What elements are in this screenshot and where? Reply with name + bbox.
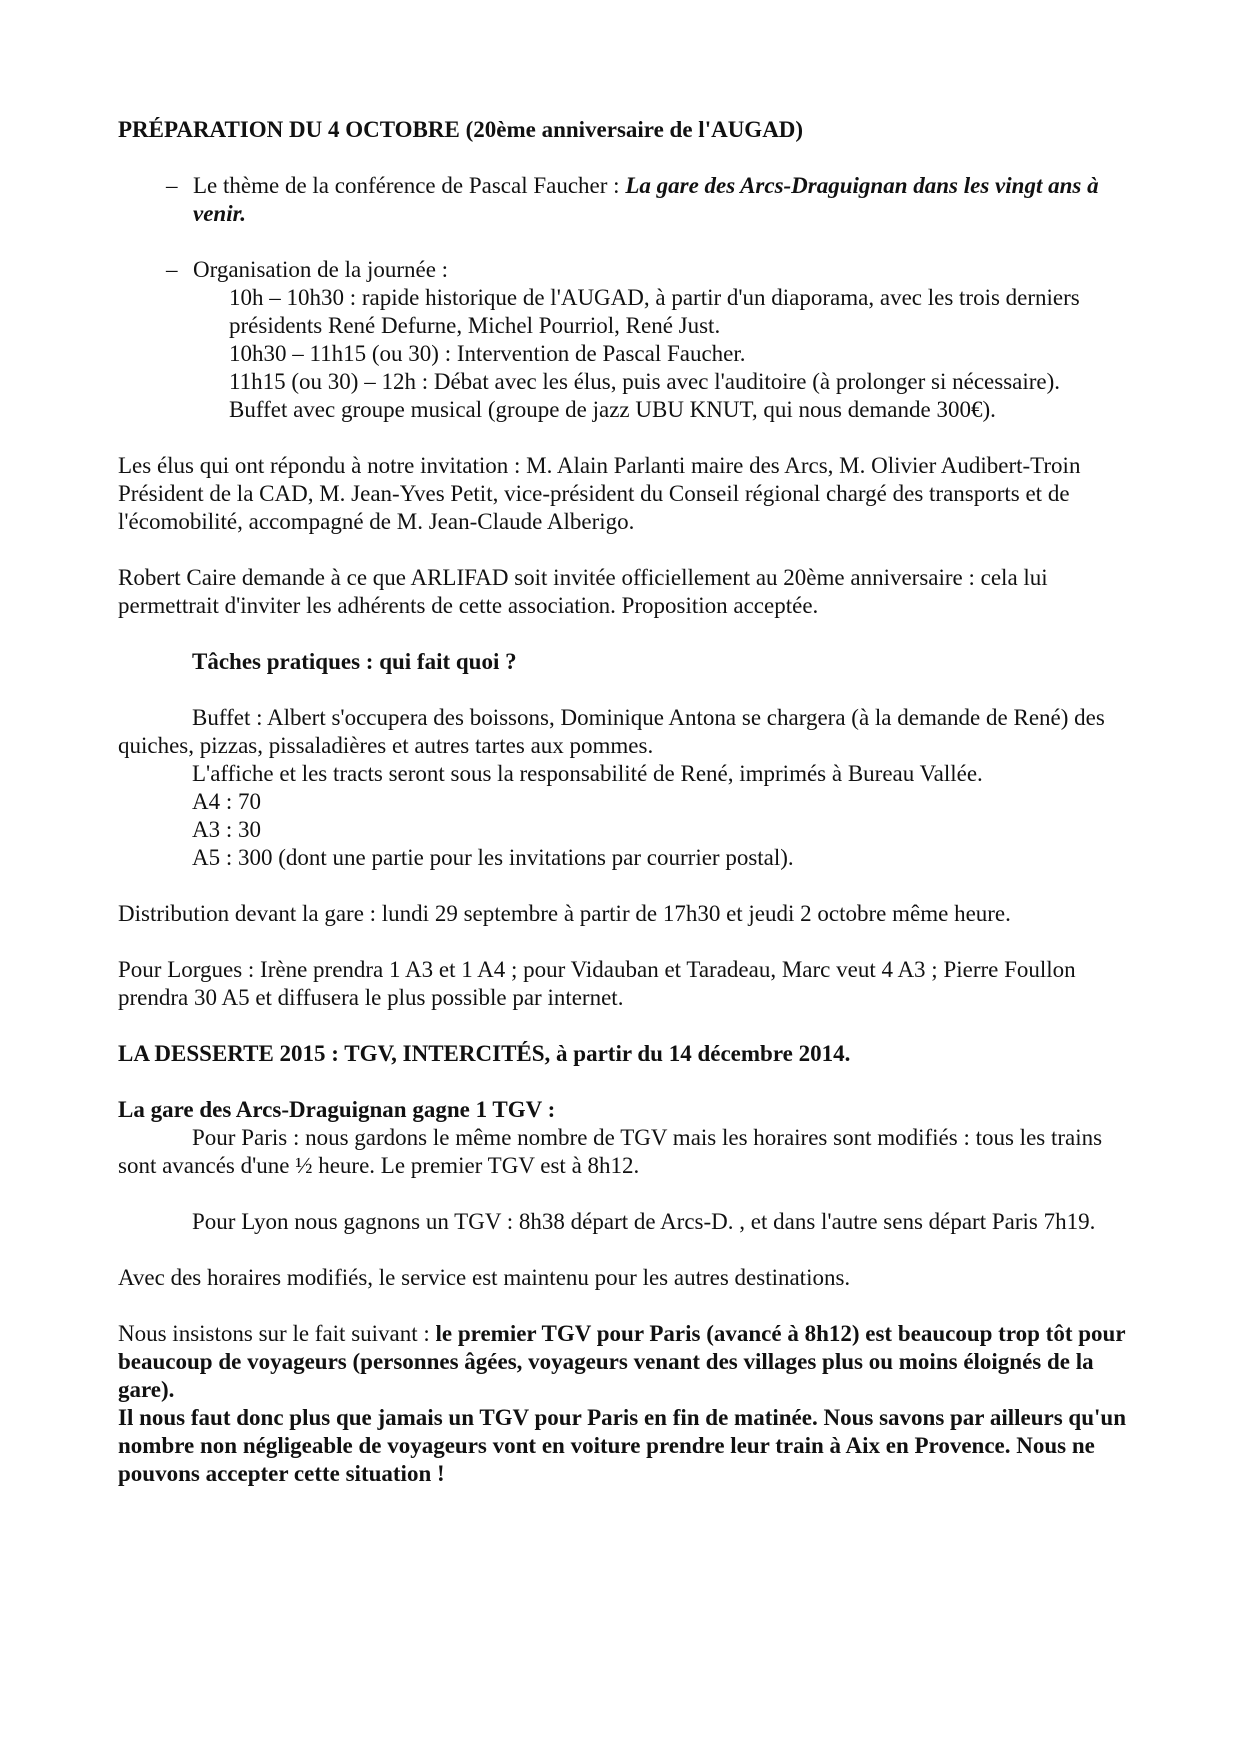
organisation-lead: Organisation de la journée : xyxy=(193,257,449,282)
section-title-desserte: LA DESSERTE 2015 : TGV, INTERCITÉS, à partir du 14 décembre 2014. xyxy=(118,1041,851,1066)
list-item-organisation xyxy=(118,256,1128,424)
buffet-paragraph: Buffet : Albert s'occupera des boissons, Dominique Antona se chargera (à la demande de René) des quiches, pizzas, pissaladières et autres tartes aux pommes. xyxy=(118,705,1105,758)
schedule-line: 10h30 – 11h15 (ou 30) : Intervention de Pascal Faucher. xyxy=(229,341,746,366)
print-count-a4: A4 : 70 xyxy=(192,789,261,814)
taches-heading: Tâches pratiques : qui fait quoi ? xyxy=(192,649,517,674)
insist-lead: Nous insistons sur le fait suivant : xyxy=(118,1321,436,1346)
insist-paragraph xyxy=(118,1320,1128,1404)
schedule xyxy=(193,284,1128,424)
list-item-theme xyxy=(118,172,1128,228)
dash-bullet-icon: – xyxy=(166,173,178,198)
lyon-paragraph: Pour Lyon nous gagnons un TGV : 8h38 départ de Arcs-D. , et dans l'autre sens départ Paris 7h19. xyxy=(192,1209,1096,1234)
section-title-preparation: PRÉPARATION DU 4 OCTOBRE (20ème anniversaire de l'AUGAD) xyxy=(118,117,804,142)
agenda-list xyxy=(118,172,1128,424)
dash-bullet-icon: – xyxy=(166,257,178,282)
insist-bold: le premier TGV pour Paris (avancé à 8h12) est beaucoup trop tôt pour beaucoup de voyageurs (personnes âgées, voyageurs venant des villages plus ou moins éloignés de la gare). xyxy=(118,1321,1126,1402)
service-paragraph: Avec des horaires modifiés, le service est maintenu pour les autres destinations. xyxy=(118,1265,851,1290)
theme-title: La gare des Arcs-Draguignan dans les vingt ans à venir. xyxy=(193,173,1099,226)
conclusion-paragraph: Il nous faut donc plus que jamais un TGV pour Paris en fin de matinée. Nous savons par ailleurs qu'un nombre non négligeable de voyageurs vont en voiture prendre leur train à Aix en Provence. Nous ne pouvons accepter cette situation ! xyxy=(118,1405,1126,1486)
schedule-line: Buffet avec groupe musical (groupe de jazz UBU KNUT, qui nous demande 300€). xyxy=(229,397,996,422)
gain-heading: La gare des Arcs-Draguignan gagne 1 TGV : xyxy=(118,1097,556,1122)
theme-text xyxy=(193,172,1128,228)
caire-paragraph: Robert Caire demande à ce que ARLIFAD soit invitée officiellement au 20ème anniversaire : cela lui permettrait d'inviter les adhérents de cette association. Proposition acceptée. xyxy=(118,565,1048,618)
print-count-a5: A5 : 300 (dont une partie pour les invitations par courrier postal). xyxy=(192,845,794,870)
lorgues-paragraph: Pour Lorgues : Irène prendra 1 A3 et 1 A4 ; pour Vidauban et Taradeau, Marc veut 4 A3 ; Pierre Foullon prendra 30 A5 et diffusera le plus possible par internet. xyxy=(118,957,1076,1010)
print-count-a3: A3 : 30 xyxy=(192,817,261,842)
paris-paragraph: Pour Paris : nous gardons le même nombre de TGV mais les horaires sont modifiés : tous les trains sont avancés d'une ½ heure. Le premier TGV est à 8h12. xyxy=(118,1125,1103,1178)
document-body xyxy=(118,116,1128,1488)
distribution-paragraph: Distribution devant la gare : lundi 29 septembre à partir de 17h30 et jeudi 2 octobre même heure. xyxy=(118,901,1011,926)
affiche-line: L'affiche et les tracts seront sous la responsabilité de René, imprimés à Bureau Vallée. xyxy=(192,761,983,786)
schedule-line: 10h – 10h30 : rapide historique de l'AUGAD, à partir d'un diaporama, avec les trois derniers présidents René Defurne, Michel Pourriol, René Just. xyxy=(229,285,1080,338)
theme-lead: Le thème de la conférence de Pascal Faucher : xyxy=(193,173,626,198)
schedule-line: 11h15 (ou 30) – 12h : Débat avec les élus, puis avec l'auditoire (à prolonger si nécessaire). xyxy=(229,369,1061,394)
elus-paragraph: Les élus qui ont répondu à notre invitation : M. Alain Parlanti maire des Arcs, M. Olivier Audibert-Troin Président de la CAD, M. Jean-Yves Petit, vice-président du Conseil régional chargé des transports et de l'écomobilité, accompagné de M. Jean-Claude Alberigo. xyxy=(118,453,1081,534)
